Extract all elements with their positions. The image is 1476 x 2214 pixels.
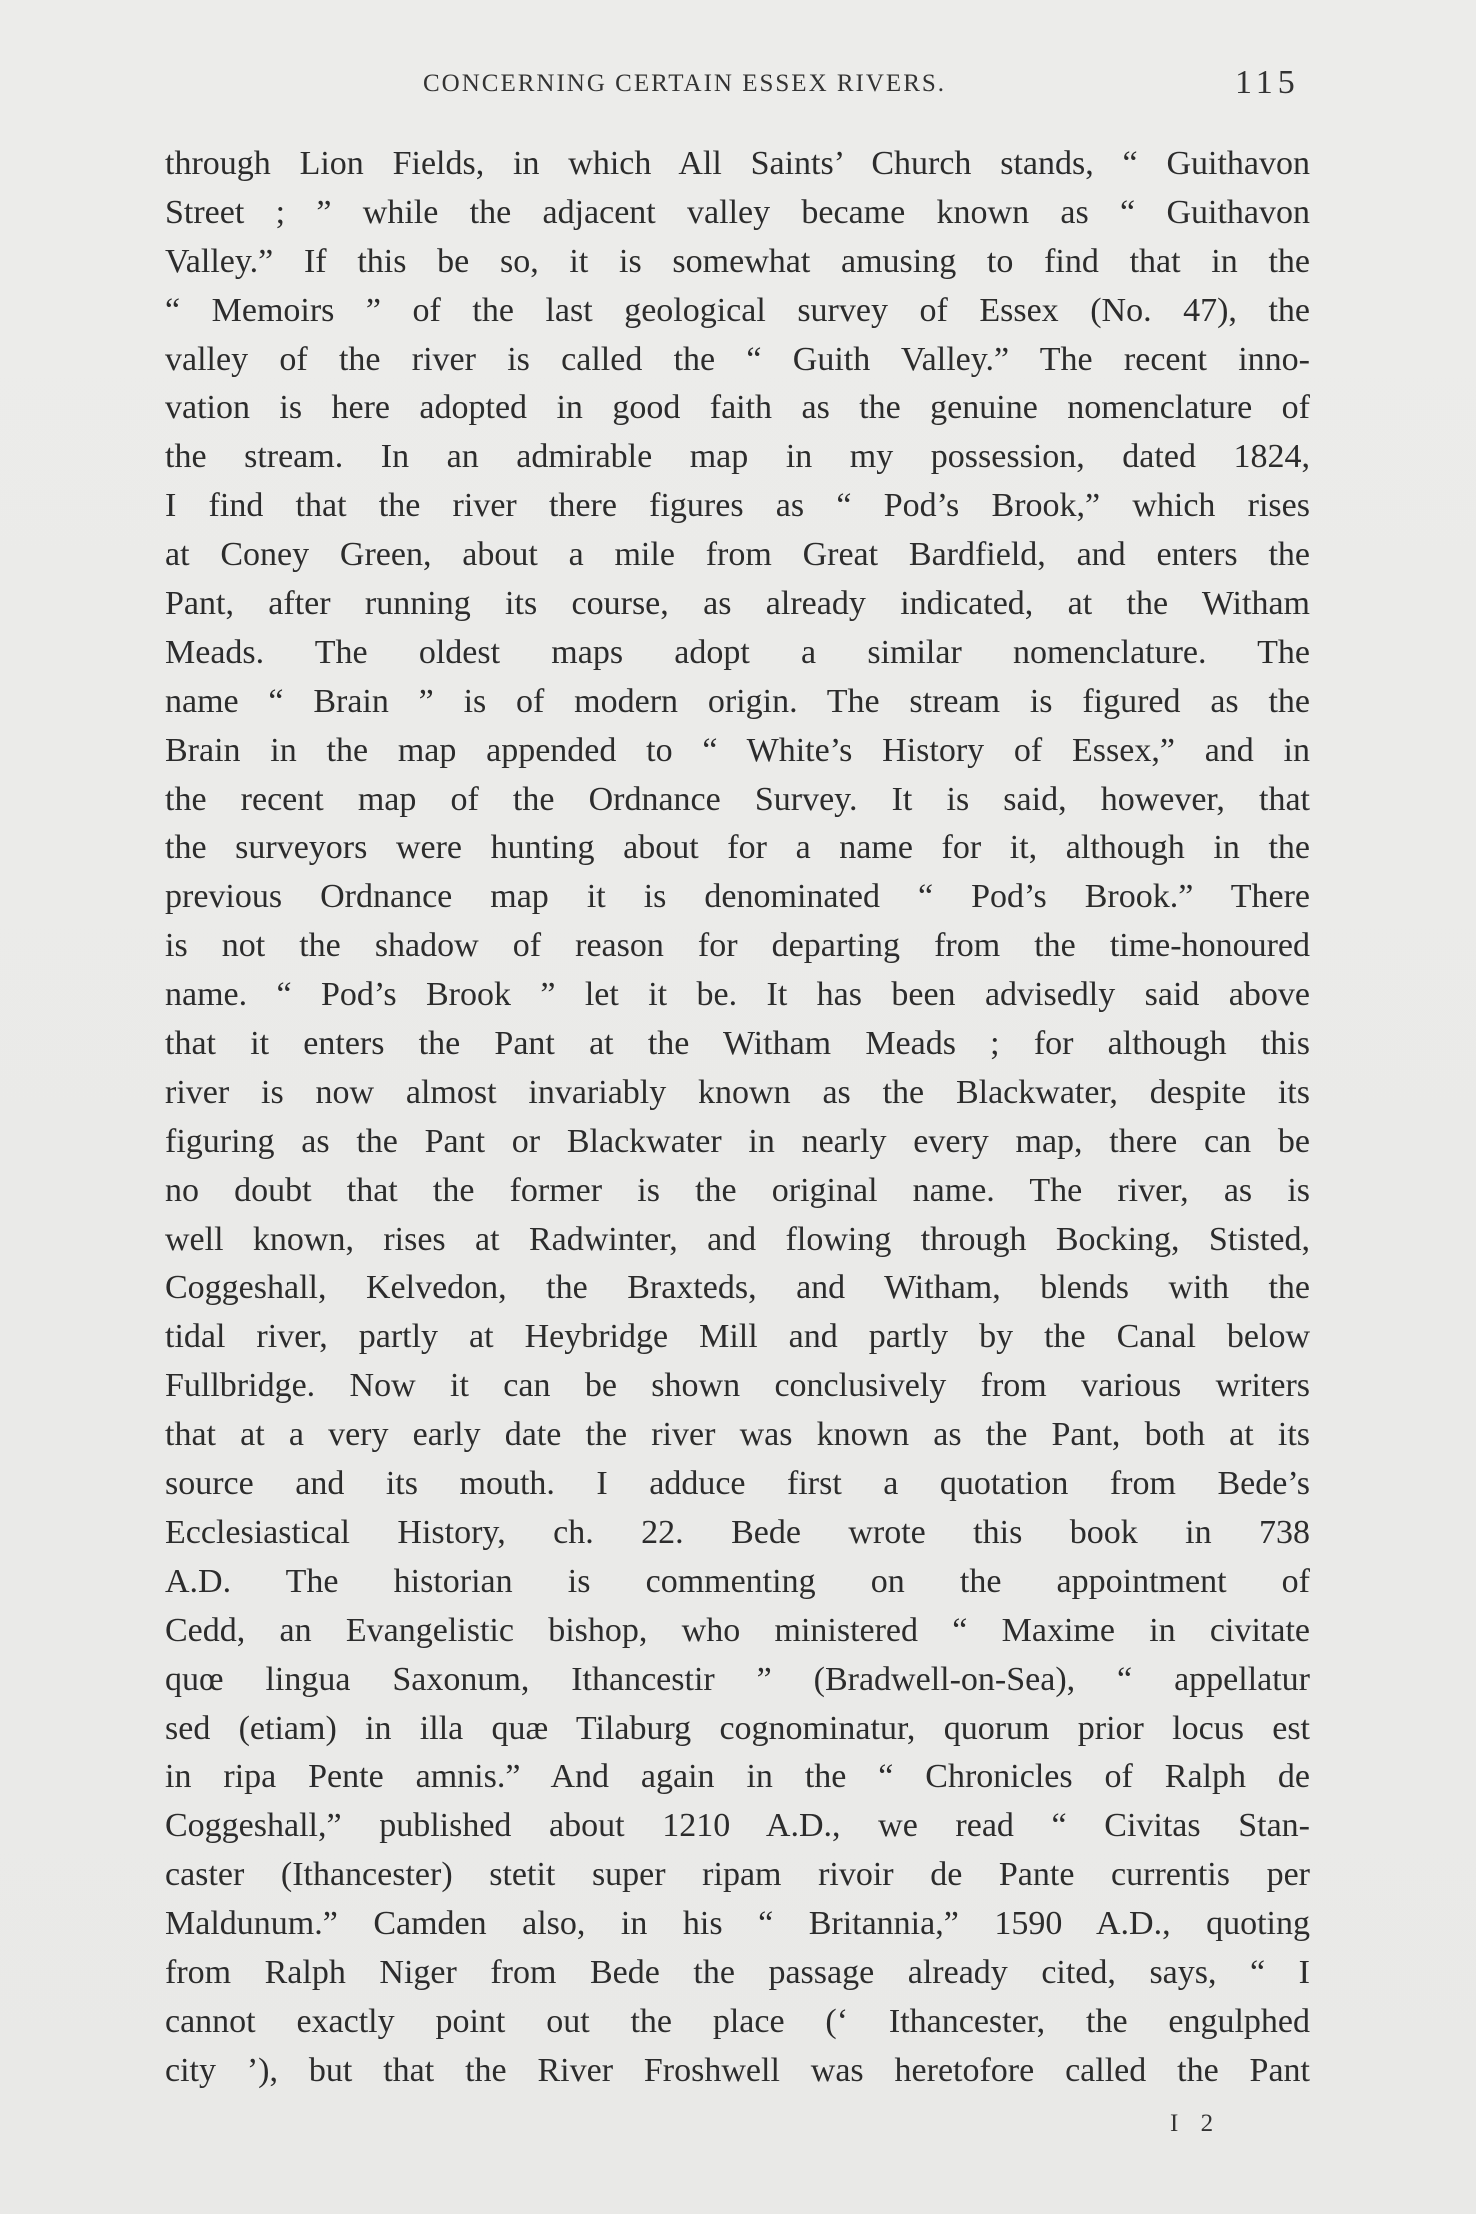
text-line: Coggeshall,” published about 1210 A.D., we read “ Civitas Stan-	[165, 1807, 1310, 1845]
text-line: the recent map of the Ordnance Survey. It is said, however, that	[165, 780, 1310, 818]
text-line: caster (Ithancester) stetit super ripam rivoir de Pante currentis per	[165, 1856, 1310, 1894]
text-line: Street ; ” while the adjacent valley became known as “ Guithavon	[165, 193, 1310, 231]
text-line: figuring as the Pant or Blackwater in nearly every map, there can be	[165, 1122, 1310, 1160]
text-line: valley of the river is called the “ Guith Valley.” The recent inno-	[165, 340, 1310, 378]
text-line: sed (etiam) in illa quæ Tilaburg cognominatur, quorum prior locus est	[165, 1709, 1310, 1747]
text-line: is not the shadow of reason for departing from the time-honoured	[165, 927, 1310, 965]
text-line: “ Memoirs ” of the last geological survey of Essex (No. 47), the	[165, 291, 1310, 329]
text-line: at Coney Green, about a mile from Great Bardfield, and enters the	[165, 536, 1310, 574]
text-line: vation is here adopted in good faith as the genuine nomenclature of	[165, 389, 1310, 427]
text-line: source and its mouth. I adduce first a quotation from Bede’s	[165, 1465, 1310, 1503]
text-line: Valley.” If this be so, it is somewhat amusing to find that in the	[165, 242, 1310, 280]
running-head: CONCERNING CERTAIN ESSEX RIVERS.	[423, 70, 947, 97]
text-line: the stream. In an admirable map in my possession, dated 1824,	[165, 438, 1310, 476]
text-line: that at a very early date the river was known as the Pant, both at its	[165, 1416, 1310, 1454]
text-line: in ripa Pente amnis.” And again in the “ Chronicles of Ralph de	[165, 1758, 1310, 1796]
text-line: river is now almost invariably known as the Blackwater, despite its	[165, 1073, 1310, 1111]
text-line: well known, rises at Radwinter, and flowing through Bocking, Stisted,	[165, 1220, 1310, 1258]
text-line: previous Ordnance map it is denominated “ Pod’s Brook.” There	[165, 878, 1310, 916]
text-line: Meads. The oldest maps adopt a similar nomenclature. The	[165, 633, 1310, 671]
text-line: the surveyors were hunting about for a name for it, although in the	[165, 829, 1310, 867]
text-line: that it enters the Pant at the Witham Meads ; for although this	[165, 1025, 1310, 1063]
text-line: name “ Brain ” is of modern origin. The stream is figured as the	[165, 682, 1310, 720]
text-line: A.D. The historian is commenting on the appointment of	[165, 1562, 1310, 1600]
text-line: Pant, after running its course, as already indicated, at the Witham	[165, 585, 1310, 623]
text-line: Ecclesiastical History, ch. 22. Bede wrote this book in 738	[165, 1513, 1310, 1551]
text-line: cannot exactly point out the place (‘ Ithancester, the engulphed	[165, 2002, 1310, 2040]
text-line: Brain in the map appended to “ White’s History of Essex,” and in	[165, 731, 1310, 769]
text-line: Maldunum.” Camden also, in his “ Britannia,” 1590 A.D., quoting	[165, 1905, 1310, 1943]
signature-mark: I 2	[1170, 2110, 1222, 2137]
text-line: no doubt that the former is the original name. The river, as is	[165, 1171, 1310, 1209]
page-number: 115	[1235, 64, 1300, 101]
text-line: from Ralph Niger from Bede the passage already cited, says, “ I	[165, 1953, 1310, 1991]
text-line: name. “ Pod’s Brook ” let it be. It has been advisedly said above	[165, 976, 1310, 1014]
text-line: Coggeshall, Kelvedon, the Braxteds, and Witham, blends with the	[165, 1269, 1310, 1307]
text-line: through Lion Fields, in which All Saints’ Church stands, “ Guithavon	[165, 145, 1310, 182]
text-line: city ’), but that the River Froshwell was heretofore called the Pant	[165, 2051, 1310, 2089]
text-line: quœ lingua Saxonum, Ithancestir ” (Bradwell-on-Sea), “ appellatur	[165, 1660, 1310, 1698]
text-line: tidal river, partly at Heybridge Mill and partly by the Canal below	[165, 1318, 1310, 1356]
text-line: Fullbridge. Now it can be shown conclusively from various writers	[165, 1367, 1310, 1405]
body-text	[165, 140, 1310, 2096]
text-line: I find that the river there figures as “ Pod’s Brook,” which rises	[165, 487, 1310, 525]
text-line: Cedd, an Evangelistic bishop, who ministered “ Maxime in civitate	[165, 1611, 1310, 1649]
